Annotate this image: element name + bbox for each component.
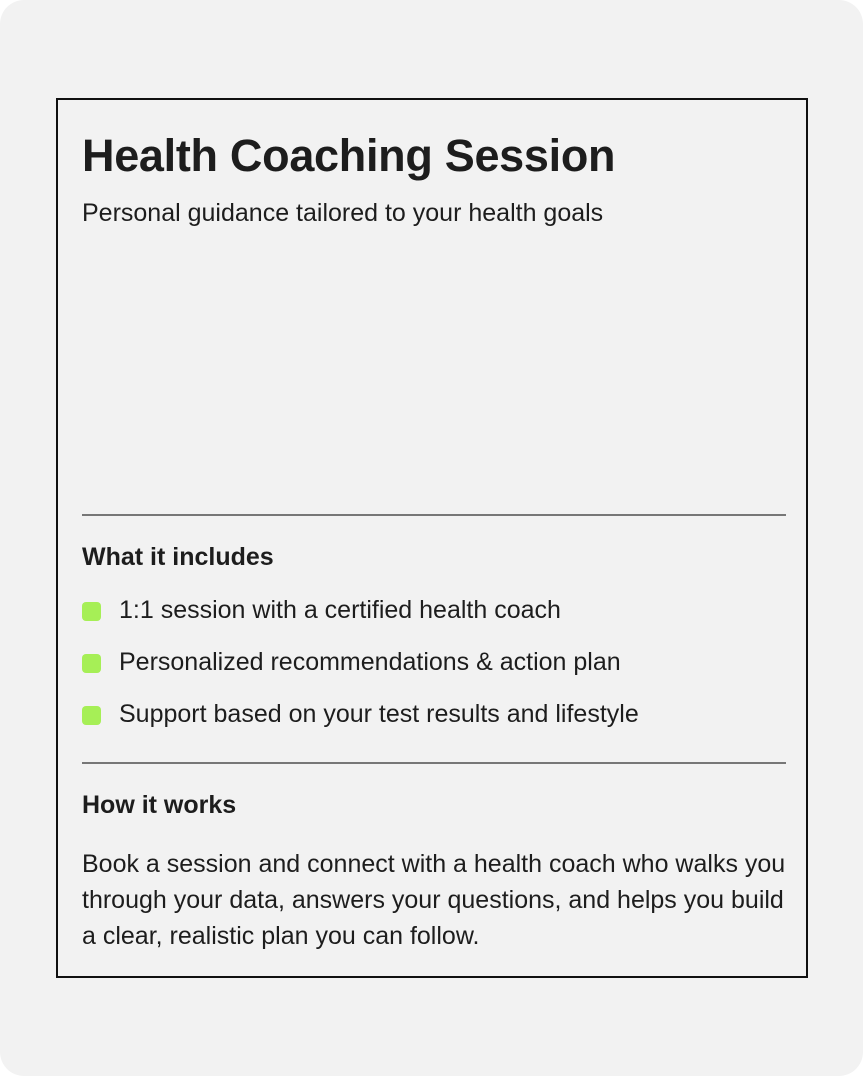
service-card [56,98,808,978]
list-item-label: Support based on your test results and lifestyle [119,700,639,728]
includes-list [82,594,639,750]
list-item [82,646,639,698]
how-it-works-heading: How it works [82,791,237,819]
card-subtitle: Personal guidance tailored to your health goals [82,199,604,227]
bullet-square-icon [82,654,101,673]
card-title: Health Coaching Session [82,130,616,181]
list-item-label: Personalized recommendations & action plan [119,648,621,676]
bullet-square-icon [82,706,101,725]
divider [82,762,786,764]
list-item-label: 1:1 session with a certified health coach [119,596,561,624]
bullet-square-icon [82,602,101,621]
list-item [82,698,639,750]
how-it-works-body: Book a session and connect with a health coach who walks you through your data, answers your questions, and helps you build a clear, realistic plan you can follow. [82,850,786,950]
divider [82,514,786,516]
includes-heading: What it includes [82,543,274,571]
list-item [82,594,639,646]
